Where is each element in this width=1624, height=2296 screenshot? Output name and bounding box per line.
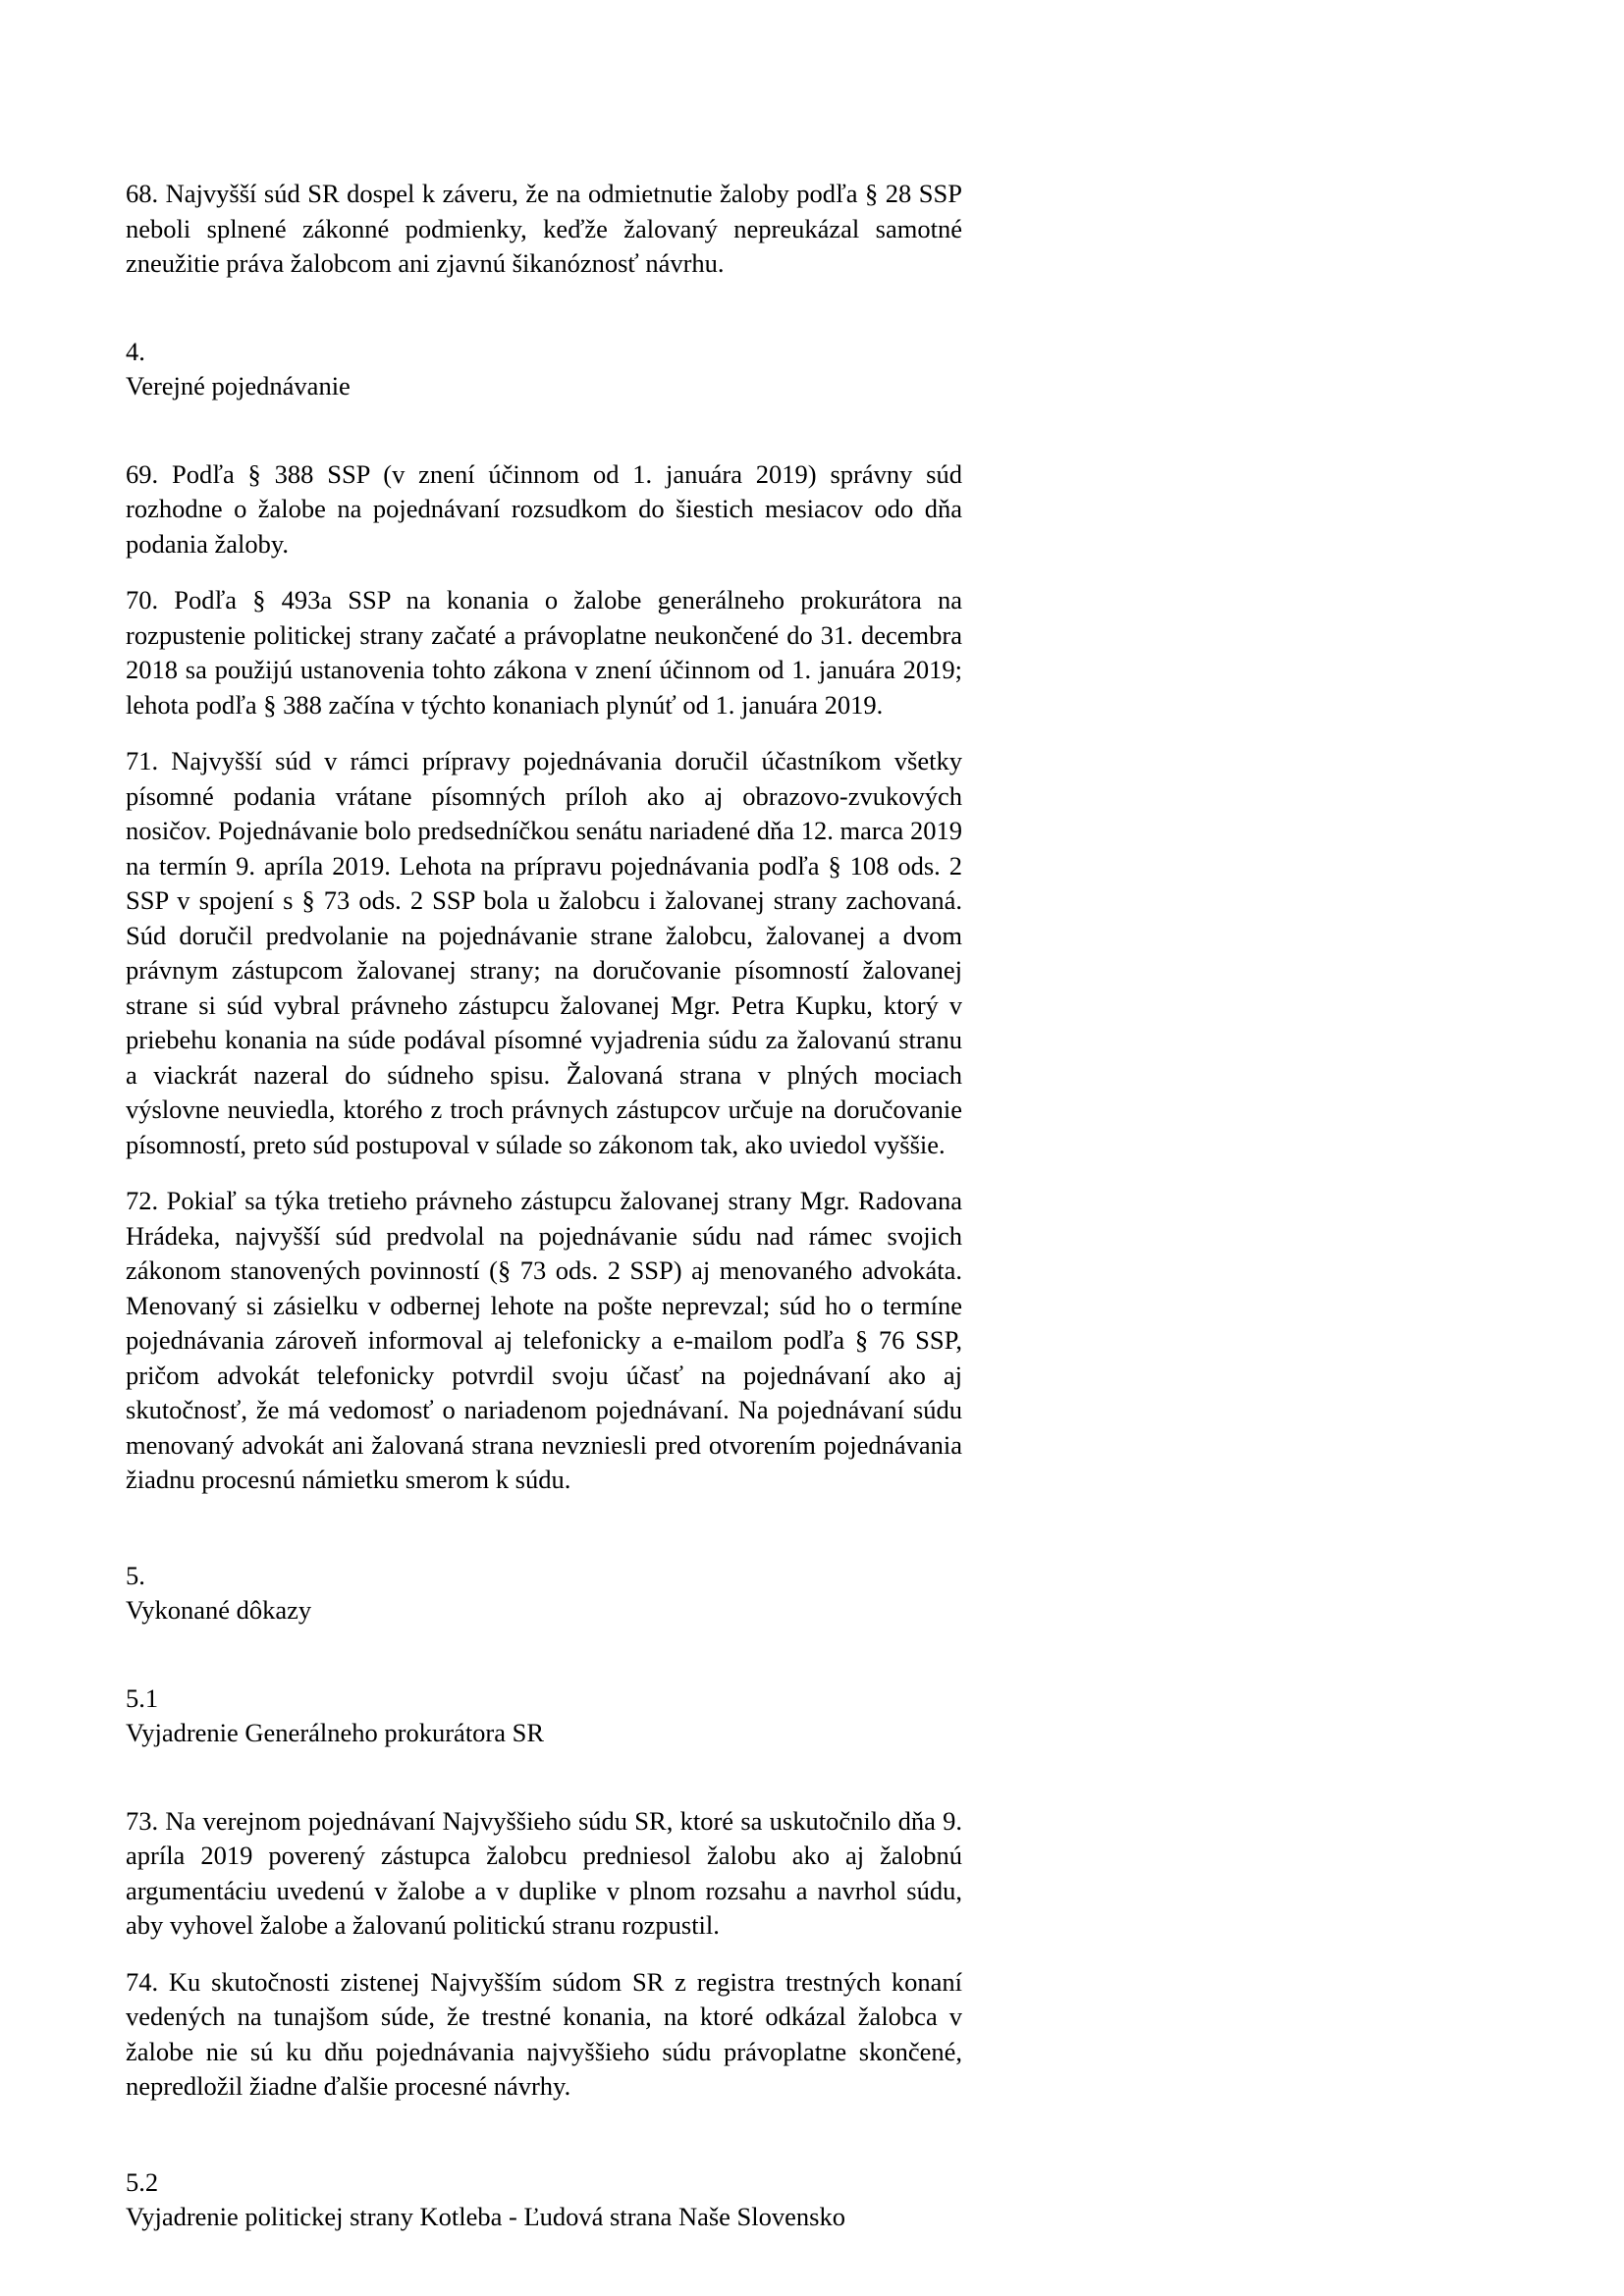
spacer bbox=[126, 722, 962, 744]
paragraph-68: 68. Najvyšší súd SR dospel k záveru, že na odmietnutie žaloby podľa § 28 SSP neboli splnené zákonné podmienky, keďže žalovaný nepreukázal samotné zneužitie práva žalobcom ani zjavnú šikanóznosť návrhu. bbox=[126, 179, 962, 278]
document-body bbox=[126, 177, 962, 2235]
spacer bbox=[126, 1944, 962, 1965]
section-number-5-1: 5.1 bbox=[126, 1682, 159, 1713]
spacer bbox=[126, 1629, 962, 1682]
paragraph-69: 69. Podľa § 388 SSP (v znení účinnom od 1. januára 2019) správny súd rozhodne o žalobe na pojednávaní rozsudkom do šiestich mesiacov odo dňa podania žaloby. bbox=[126, 458, 962, 559]
section-heading-4 bbox=[126, 335, 962, 404]
section-number-5-2: 5.2 bbox=[126, 2166, 159, 2197]
spacer bbox=[126, 1162, 962, 1184]
section-title-4: Verejné pojednávanie bbox=[126, 371, 351, 400]
paragraph-74: 74. Ku skutočnosti zistenej Najvyšším súdom SR z registra trestných konaní vedených na tunajšom súde, že trestné konania, na ktoré odkázal žalobca v žalobe nie sú ku dňu pojednávania najvyššieho súdu právoplatne skončené, nepredložil žiadne ďalšie procesné návrhy. bbox=[126, 1966, 962, 2101]
spacer bbox=[126, 2105, 962, 2165]
paragraph-70: 70. Podľa § 493a SSP na konania o žalobe generálneho prokurátora na rozpustenie politickej strany začaté a právoplatne neukončené do 31. decembra 2018 sa použijú ustanovenia tohto zákona v znení účinnom od 1. januára 2019; lehota podľa § 388 začína v týchto konaniach plynúť od 1. januára 2019. bbox=[126, 585, 962, 720]
spacer bbox=[126, 1751, 962, 1804]
spacer bbox=[126, 1498, 962, 1559]
section-heading-5 bbox=[126, 1559, 962, 1629]
spacer bbox=[126, 561, 962, 583]
paragraph-71: 71. Najvyšší súd v rámci prípravy pojednávania doručil účastníkom všetky písomné podania vrátane písomných príloh ako aj obrazovo-zvukových nosičov. Pojednávanie bolo predsedníčkou senátu nariadené dňa 12. marca 2019 na termín 9. apríla 2019. Lehota na prípravu pojednávania podľa § 108 ods. 2 SSP v spojení s § 73 ods. 2 SSP bola u žalobcu i žalovanej strany zachovaná. Súd doručil predvolanie na pojednávanie strane žalobcu, žalovanej a dvom právnym zástupcom žalovanej strany; na doručovanie písomností žalovanej strane si súd vybral právneho zástupcu žalovanej Mgr. Petra Kupku, ktorý v priebehu konania na súde podával písomné vyjadrenia súdu za žalovanú stranu a viackrát nazeral do súdneho spisu. Žalovaná strana v plných mociach výslovne neuviedla, ktorého z troch právnych zástupcov určuje na doručovanie písomností, preto súd postupoval v súlade so zákonom tak, ako uviedol vyššie. bbox=[126, 746, 962, 1159]
paragraph-73: 73. Na verejnom pojednávaní Najvyššieho súdu SR, ktoré sa uskutočnilo dňa 9. apríla 2019 poverený zástupca žalobcu predniesol žalobu ako aj žalobnú argumentáciu uvedenú v žalobe a v duplike v plnom rozsahu a navrhol súdu, aby vyhovel žalobe a žalovanú politickú stranu rozpustil. bbox=[126, 1805, 962, 1940]
section-heading-5-2 bbox=[126, 2165, 962, 2235]
spacer bbox=[126, 404, 962, 457]
section-title-5: Vykonané dôkazy bbox=[126, 1595, 312, 1625]
spacer bbox=[126, 282, 962, 335]
section-number-4: 4. bbox=[126, 336, 145, 366]
section-number-5: 5. bbox=[126, 1560, 145, 1590]
paragraph-72: 72. Pokiaľ sa týka tretieho právneho zástupcu žalovanej strany Mgr. Radovana Hrádeka, najvyšší súd predvolal na pojednávanie súdu nad rámec svojich zákonom stanovených povinností (§ 73 ods. 2 SSP) aj menovaného advokáta. Menovaný si zásielku v odbernej lehote na pošte neprevzal; súd ho o termíne pojednávania zároveň informoval aj telefonicky a e-mailom podľa § 76 SSP, pričom advokát telefonicky potvrdil svoju účasť na pojednávaní ako aj skutočnosť, že má vedomosť o nariadenom pojednávaní. Na pojednávaní súdu menovaný advokát ani žalovaná strana nevzniesli pred otvorením pojednávania žiadnu procesnú námietku smerom k súdu. bbox=[126, 1186, 962, 1494]
section-title-5-2: Vyjadrenie politickej strany Kotleba - Ľudová strana Naše Slovensko bbox=[126, 2202, 845, 2231]
section-heading-5-1 bbox=[126, 1682, 962, 1751]
section-title-5-1: Vyjadrenie Generálneho prokurátora SR bbox=[126, 1718, 545, 1747]
